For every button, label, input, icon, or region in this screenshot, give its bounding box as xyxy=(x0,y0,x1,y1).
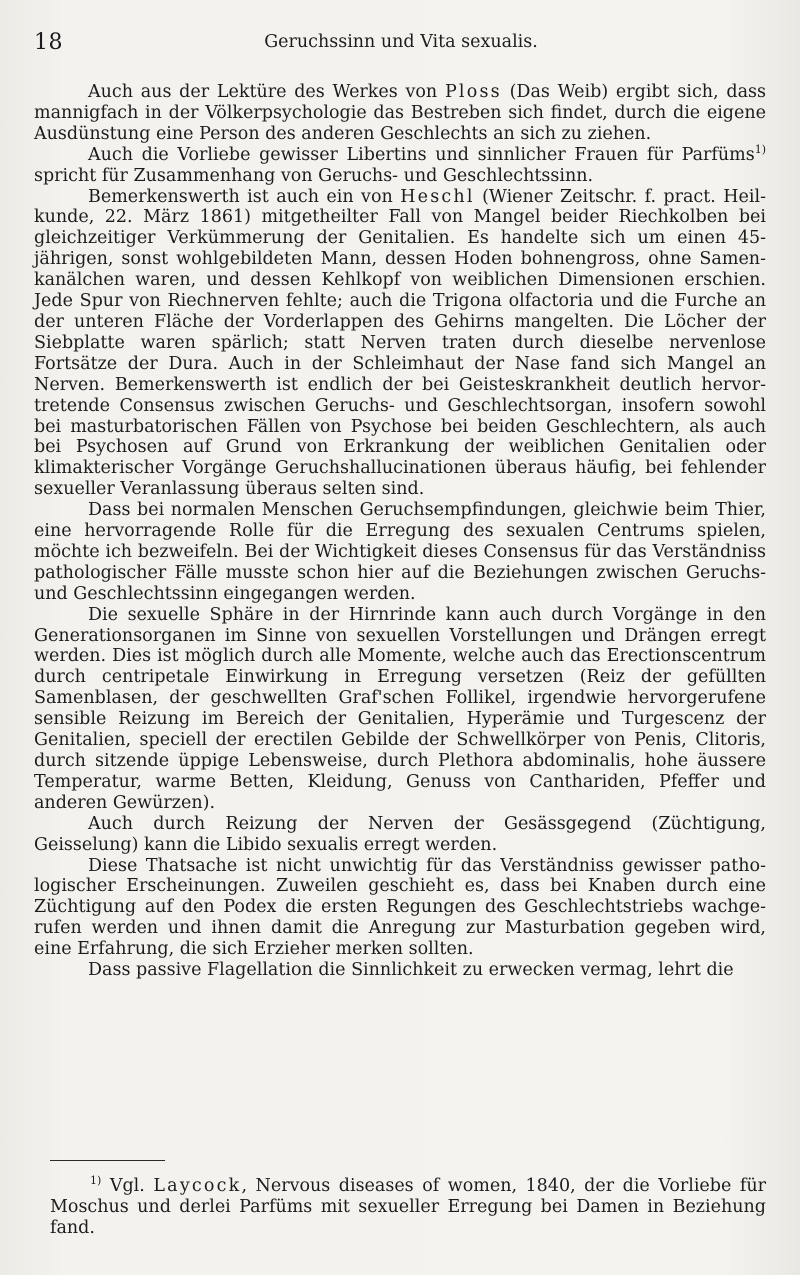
paragraph xyxy=(34,605,766,814)
text-run: (Wiener Zeitschr. f. pract. Heilkunde, 22. März 1861) mitgetheilter Fall von Mangel beider Riechkolben bei gleichzeitiger Verkümmerung der Genitalien. Es handelte sich um einen 45-jährigen, sonst wohlgebildeten Mann, dessen Hoden bohnengross, ohne Samenkanälchen waren, und dessen Kehlkopf von weiblichen Dimensionen erschien. Jede Spur von Riechnerven fehlte; auch die Trigona olfactoria und die Furche an der unteren Fläche der Vorderlappen des Gehirns mangelten. Die Löcher der Siebplatte waren spärlich; statt Nerven traten durch dieselbe nervenlose Fortsätze der Dura. Auch in der Schleimhaut der Nase fand sich Mangel an Nerven. Bemerkenswerth ist endlich der bei Geisteskrankheit deutlich hervortretende Consensus zwischen Geruchs- und Geschlechtsorgan, insofern sowohl bei masturbatorischen Fällen von Psychose bei beiden Geschlechtern, als auch bei Psychosen auf Grund von Erkrankung der weiblichen Genitalien oder klimakterischer Vorgänge Geruchshallucinationen überaus häufig, bei fehlender sexueller Veranlassung überaus selten sind. xyxy=(34,186,766,500)
footnote-marker: 1) xyxy=(754,142,766,156)
paragraph xyxy=(34,856,766,961)
spaced-name: Heschl xyxy=(400,186,475,207)
page-header xyxy=(34,30,768,58)
body-text xyxy=(34,82,766,981)
text-run: Auch durch Reizung der Nerven der Gesässgegend (Züchtigung, Geisselung) kann die Libido sexualis erregt werden. xyxy=(34,813,766,855)
paragraph xyxy=(34,814,766,856)
footnote-paragraph xyxy=(50,1176,766,1239)
paragraph xyxy=(34,82,766,145)
footnote-marker: 1) xyxy=(90,1174,102,1187)
text-run: Die sexuelle Sphäre in der Hirnrinde kann auch durch Vorgänge in den Generationsorganen im Sinne von sexuellen Vorstellungen und Drängen erregt werden. Dies ist möglich durch alle Momente, welche auch das Erectionscentrum durch centripetale Einwirkung in Erregung versetzen (Reiz der gefüllten Samenblasen, der geschwellten Graf'schen Follikel, irgendwie hervorgerufene sensible Reizung im Bereich der Genitalien, Hyperämie und Turgescenz der Genitalien, speciell der erectilen Gebilde der Schwellkörper von Penis, Clitoris, durch sitzende üppige Lebensweise, durch Plethora abdominalis, hohe äussere Temperatur, warme Betten, Kleidung, Genuss von Canthariden, Pfeffer und anderen Gewürzen). xyxy=(34,604,766,813)
paragraph xyxy=(34,142,766,187)
text-run: , Nervous diseases of women, 1840, der die Vorliebe für Moschus und derlei Parfüms mit sexueller Erregung bei Damen in Beziehung fand. xyxy=(50,1176,766,1238)
footnote-rule xyxy=(50,1160,165,1161)
text-run: Auch die Vorliebe gewisser Libertins und sinnlicher Frauen für Parfüms xyxy=(88,144,755,165)
spaced-name: Laycock xyxy=(153,1176,242,1196)
text-run: Vgl. xyxy=(101,1176,154,1196)
text-run: Bemerkenswerth ist auch ein von xyxy=(88,186,401,207)
paragraph xyxy=(34,960,766,981)
running-head: Geruchssinn und Vita sexualis. xyxy=(264,32,538,52)
text-run: Diese Thatsache ist nicht unwichtig für das Verständniss gewisser pathologischer Erscheinungen. Zuweilen geschieht es, dass bei Knaben durch eine Züchtigung auf den Podex die ersten Regungen des Geschlechtstriebs wachgerufen werden und ihnen damit die Anregung zur Masturbation gegeben wird, eine Erfahrung, die sich Erzieher merken sollten. xyxy=(34,855,766,960)
text-run: spricht für Zusammenhang von Geruchs- und Geschlechtssinn. xyxy=(34,165,594,186)
text-run: Dass passive Flagellation die Sinnlichkeit zu erwecken vermag, lehrt die xyxy=(88,960,734,981)
page-number: 18 xyxy=(34,30,63,55)
paragraph xyxy=(34,500,766,605)
text-run: Dass bei normalen Menschen Geruchsempfindungen, gleichwie beim Thier, eine hervorragende Rolle für die Erregung des sexualen Centrums spielen, möchte ich bezweifeln. Bei der Wichtigkeit dieses Consensus für das Verständniss pathologischer Fälle musste schon hier auf die Beziehungen zwischen Geruchs- und Geschlechtssinn eingegangen werden. xyxy=(34,500,766,604)
text-run: Auch aus der Lektüre des Werkes von xyxy=(88,82,445,102)
text-run: (Das Weib) ergibt sich, dass mannigfach in der Völkerpsychologie das Bestreben sich findet, durch die eigene Ausdünstung eine Person des anderen Geschlechts an sich zu ziehen. xyxy=(34,82,766,144)
footnote xyxy=(50,1176,766,1239)
paragraph xyxy=(34,187,766,501)
spaced-name: Ploss xyxy=(444,82,502,102)
